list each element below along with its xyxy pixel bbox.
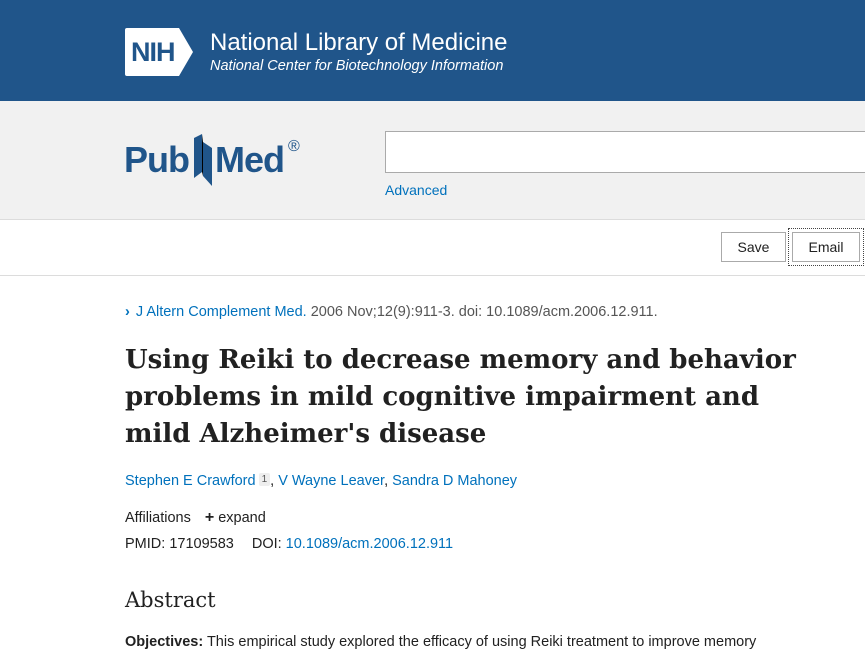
identifiers-row (125, 536, 453, 552)
nih-logo[interactable] (125, 28, 193, 76)
author-separator: , (384, 473, 389, 489)
article-title: Using Reiki to decrease memory and behavior problems in mild cognitive impairment and mild Alzheimer's disease (125, 345, 796, 449)
pubmed-logo[interactable] (124, 128, 299, 188)
nih-wordmark[interactable] (210, 30, 507, 74)
pubmed-logo-med: Med (215, 139, 284, 180)
objectives-text: This empirical study explored the efficacy of using Reiki treatment to improve memory (206, 634, 757, 650)
nih-banner (0, 0, 865, 101)
abstract-heading: Abstract (125, 588, 216, 612)
advanced-search-link[interactable]: Advanced (385, 182, 448, 198)
doi-link[interactable]: 10.1089/acm.2006.12.911 (285, 536, 454, 552)
registered-mark: ® (288, 138, 299, 155)
abstract-text (125, 631, 845, 653)
journal-link[interactable]: J Altern Complement Med. (135, 304, 307, 320)
author-separator: , (270, 473, 275, 489)
nih-subtitle: National Center for Biotechnology Information (210, 58, 504, 74)
pubmed-logo-pub: Pub (124, 139, 189, 180)
affiliation-marker[interactable]: 1 (259, 473, 271, 486)
search-input[interactable] (385, 131, 865, 173)
author-link[interactable]: V Wayne Leaver (278, 473, 385, 489)
search-area (0, 101, 865, 220)
pmid-value: 17109583 (169, 536, 234, 552)
journal-citation (125, 304, 658, 320)
nih-logo-text: NIH (125, 28, 179, 76)
action-bar (0, 220, 865, 276)
citation-text: 2006 Nov;12(9):911-3. doi: 10.1089/acm.2006.12.911. (310, 304, 658, 320)
objectives-label: Objectives: (125, 634, 204, 650)
email-button[interactable]: Email (792, 232, 860, 262)
doi-label: DOI: (251, 536, 282, 552)
author-link[interactable]: Stephen E Crawford (125, 473, 256, 489)
nih-title: National Library of Medicine (210, 29, 508, 56)
chevron-right-icon[interactable]: › (125, 304, 130, 320)
expand-label: expand (218, 510, 266, 526)
pubmed-book-icon (190, 132, 214, 188)
author-list (125, 473, 517, 489)
save-button[interactable]: Save (721, 232, 786, 262)
nih-logo-arrow (179, 28, 193, 76)
pmid-label: PMID: (125, 536, 166, 552)
affiliations-row (125, 509, 266, 527)
affiliations-label: Affiliations (125, 510, 191, 526)
plus-icon: + (204, 509, 215, 526)
author-link[interactable]: Sandra D Mahoney (392, 473, 518, 489)
expand-affiliations-button[interactable] (205, 510, 266, 526)
